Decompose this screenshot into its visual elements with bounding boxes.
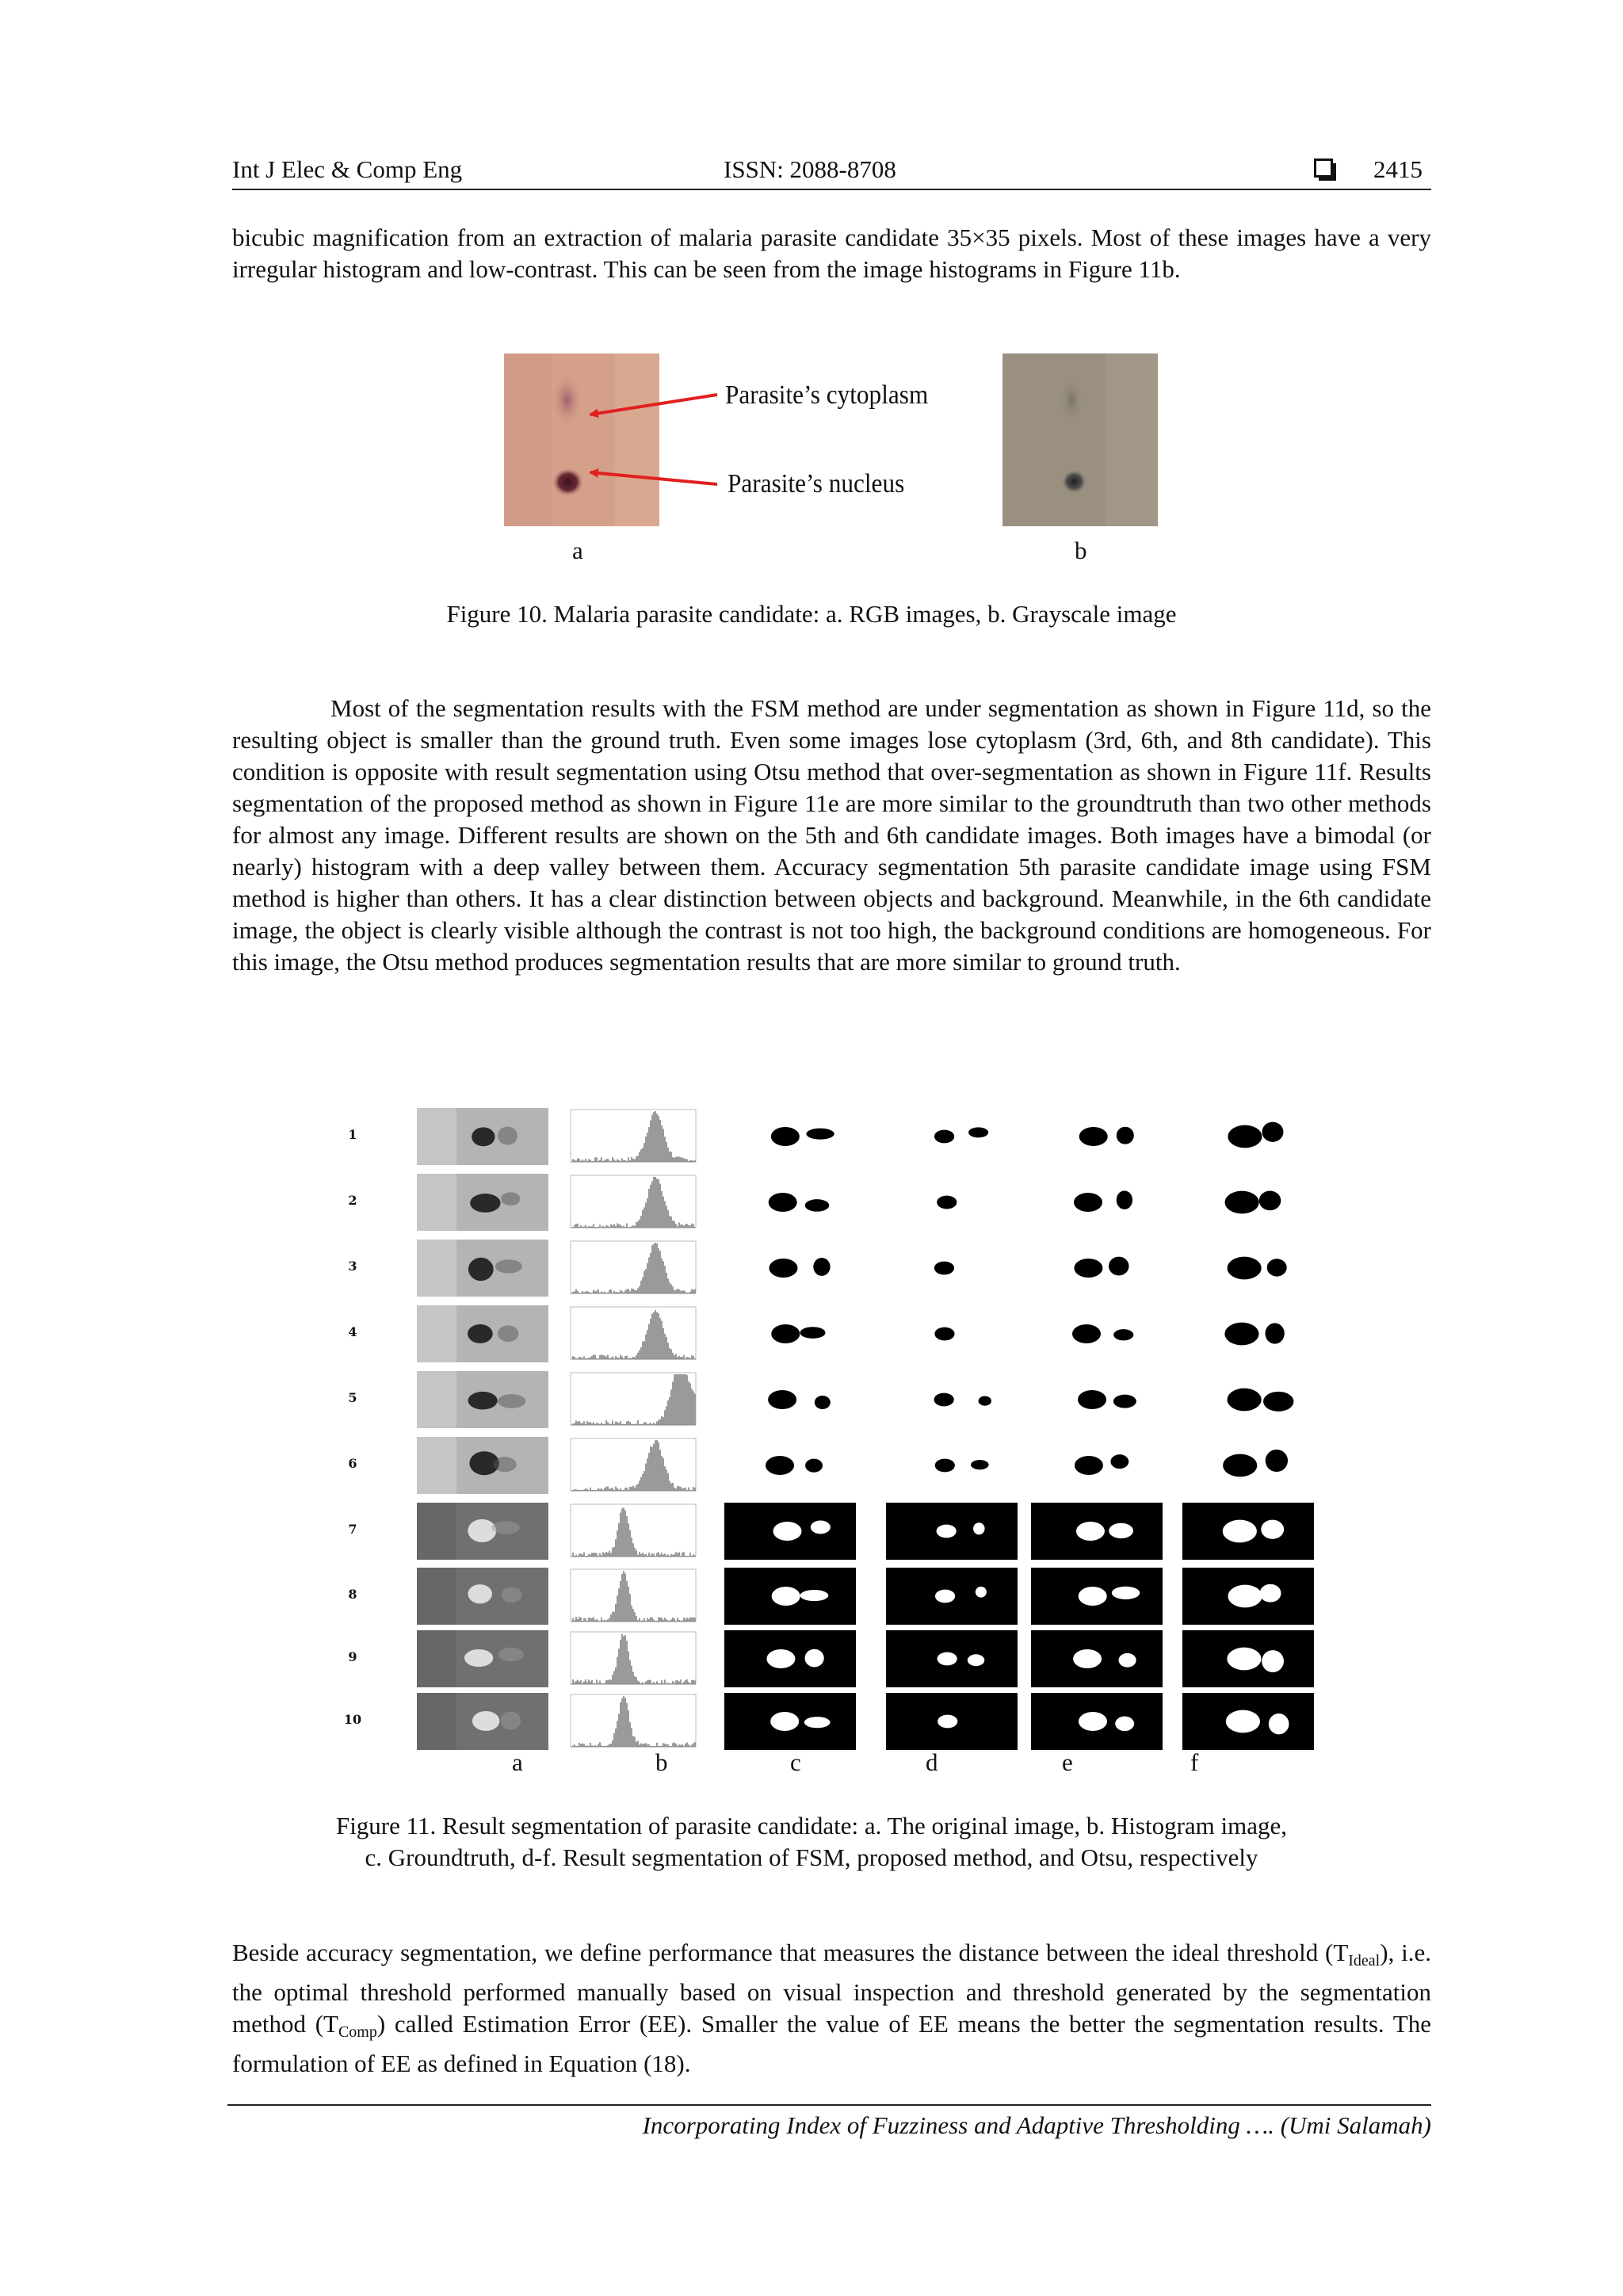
segmentation-result-f xyxy=(1182,1305,1314,1362)
issn: ISSN: 2088-8708 xyxy=(724,155,896,183)
row-number: 10 xyxy=(343,1712,362,1727)
segmentation-result-c xyxy=(724,1174,856,1231)
paragraph-results: Most of the segmentation results with the FSM method are under segmentation as shown in Figure 11d, so the resulting object is smaller than the ground truth. Even some images lose cytoplasm (3rd, 6th, and 8th candidate). This condition is opposite with result segmentation using Otsu method that over-segmentation as shown in Figure 11f. Results segmentation of the proposed method as shown in Figure 11e are more similar to the groundtruth than two other methods for almost any image. Different results are shown on the 5th and 6th candidate images. Both images have a bimodal (or nearly) histogram with a deep valley between them. Accuracy segmentation 5th parasite candidate image using FSM method is higher than others. It has a clear distinction between objects and background. Meanwhile, in the 6th candidate image, the object is clearly visible although the contrast is not too high, the background conditions are homogeneous. For this image, the Otsu method produces segmentation results that are more similar to ground truth. xyxy=(232,694,1431,976)
histogram-image xyxy=(567,1240,699,1297)
segmentation-result-e xyxy=(1031,1437,1163,1494)
original-image xyxy=(417,1693,548,1750)
annotation-nucleus: Parasite’s nucleus xyxy=(727,469,905,499)
segmentation-result-e xyxy=(1031,1174,1163,1231)
original-image xyxy=(417,1371,548,1428)
segmentation-result-e xyxy=(1031,1371,1163,1428)
original-image xyxy=(417,1437,548,1494)
segmentation-result-c xyxy=(724,1305,856,1362)
fig10-label-a: a xyxy=(572,537,583,564)
fig11-label-f: f xyxy=(1190,1748,1199,1776)
segmentation-result-c xyxy=(724,1568,856,1625)
histogram-image xyxy=(567,1174,699,1231)
original-image xyxy=(417,1108,548,1165)
figure11-caption-line2: c. Groundtruth, d-f. Result segmentation of FSM, proposed method, and Otsu, respectively xyxy=(365,1843,1258,1871)
row-number: 7 xyxy=(348,1522,357,1537)
row-number: 8 xyxy=(348,1587,357,1602)
row-number: 5 xyxy=(348,1390,357,1405)
paragraph-estimation-error: Beside accuracy segmentation, we define performance that measures the distance between the ideal threshold $(T_{Ideal})$, i.e. the optimal threshold performed manually based on visual inspection and threshold generated by the segmentation method $(T_{Comp})$ called Estimation Error (EE). Smaller the value of EE means the better the segmentation results. The formulation of EE as defined in Equation (18). xyxy=(232,1939,1431,2077)
original-image xyxy=(417,1630,548,1687)
histogram-image xyxy=(567,1305,699,1362)
rgb-parasite-image xyxy=(504,353,659,526)
segmentation-result-e xyxy=(1031,1693,1163,1750)
fig11-label-d: d xyxy=(926,1748,938,1776)
histogram-image xyxy=(567,1630,699,1687)
segmentation-result-e xyxy=(1031,1108,1163,1165)
segmentation-result-f xyxy=(1182,1108,1314,1165)
journal-name: Int J Elec & Comp Eng xyxy=(232,155,463,183)
segmentation-result-d xyxy=(886,1693,1018,1750)
row-number: 4 xyxy=(348,1324,357,1339)
segmentation-result-e xyxy=(1031,1630,1163,1687)
figure11-grid xyxy=(317,1102,1347,1752)
annotation-cytoplasm: Parasite’s cytoplasm xyxy=(725,380,929,410)
histogram-image xyxy=(567,1437,699,1494)
segmentation-result-c xyxy=(724,1437,856,1494)
histogram-image xyxy=(567,1503,699,1560)
segmentation-result-f xyxy=(1182,1693,1314,1750)
segmentation-result-d xyxy=(886,1503,1018,1560)
segmentation-result-c xyxy=(724,1371,856,1428)
box-icon xyxy=(1314,159,1333,178)
original-image xyxy=(417,1305,548,1362)
segmentation-result-f xyxy=(1182,1630,1314,1687)
segmentation-result-d xyxy=(886,1305,1018,1362)
page-number: 2415 xyxy=(1373,155,1423,183)
segmentation-result-c xyxy=(724,1630,856,1687)
segmentation-result-d xyxy=(886,1174,1018,1231)
segmentation-result-e xyxy=(1031,1240,1163,1297)
segmentation-result-c xyxy=(724,1240,856,1297)
row-number: 9 xyxy=(348,1649,357,1664)
histogram-image xyxy=(567,1371,699,1428)
row-number: 1 xyxy=(348,1127,357,1142)
segmentation-result-d xyxy=(886,1371,1018,1428)
original-image xyxy=(417,1174,548,1231)
segmentation-result-e xyxy=(1031,1503,1163,1560)
histogram-image xyxy=(567,1693,699,1750)
original-image xyxy=(417,1568,548,1625)
segmentation-result-c xyxy=(724,1108,856,1165)
row-number: 6 xyxy=(348,1456,357,1471)
figure10-caption: Figure 10. Malaria parasite candidate: a. RGB images, b. Grayscale image xyxy=(446,600,1177,628)
fig11-label-a: a xyxy=(512,1748,523,1776)
histogram-image xyxy=(567,1568,699,1625)
fig11-label-e: e xyxy=(1062,1748,1073,1776)
segmentation-result-e xyxy=(1031,1568,1163,1625)
footer-rule xyxy=(227,2104,1431,2106)
segmentation-result-f xyxy=(1182,1174,1314,1231)
segmentation-result-f xyxy=(1182,1503,1314,1560)
grayscale-parasite-image xyxy=(1002,353,1158,526)
histogram-image xyxy=(567,1108,699,1165)
segmentation-result-d xyxy=(886,1568,1018,1625)
segmentation-result-c xyxy=(724,1503,856,1560)
row-number: 3 xyxy=(348,1259,357,1274)
segmentation-result-f xyxy=(1182,1371,1314,1428)
fig11-label-c: c xyxy=(790,1748,801,1776)
page-header xyxy=(232,152,1431,190)
fig10-label-b: b xyxy=(1075,537,1087,564)
segmentation-result-f xyxy=(1182,1437,1314,1494)
segmentation-result-d xyxy=(886,1437,1018,1494)
segmentation-result-e xyxy=(1031,1305,1163,1362)
segmentation-result-f xyxy=(1182,1240,1314,1297)
running-footer: Incorporating Index of Fuzziness and Adaptive Thresholding …. (Umi Salamah) xyxy=(642,2111,1431,2139)
segmentation-result-c xyxy=(724,1693,856,1750)
segmentation-result-f xyxy=(1182,1568,1314,1625)
segmentation-result-d xyxy=(886,1630,1018,1687)
original-image xyxy=(417,1240,548,1297)
fig11-label-b: b xyxy=(655,1748,668,1776)
segmentation-result-d xyxy=(886,1108,1018,1165)
figure11-caption-line1: Figure 11. Result segmentation of parasite candidate: a. The original image, b. Histogram image, xyxy=(335,1812,1288,1839)
segmentation-result-d xyxy=(886,1240,1018,1297)
paragraph-intro: bicubic magnification from an extraction of malaria parasite candidate 35×35 pixels. Most of these images have a very irregular histogram and low-contrast. This can be seen from the image histograms in Figure 11b. xyxy=(232,223,1431,283)
original-image xyxy=(417,1503,548,1560)
row-number: 2 xyxy=(348,1193,357,1208)
